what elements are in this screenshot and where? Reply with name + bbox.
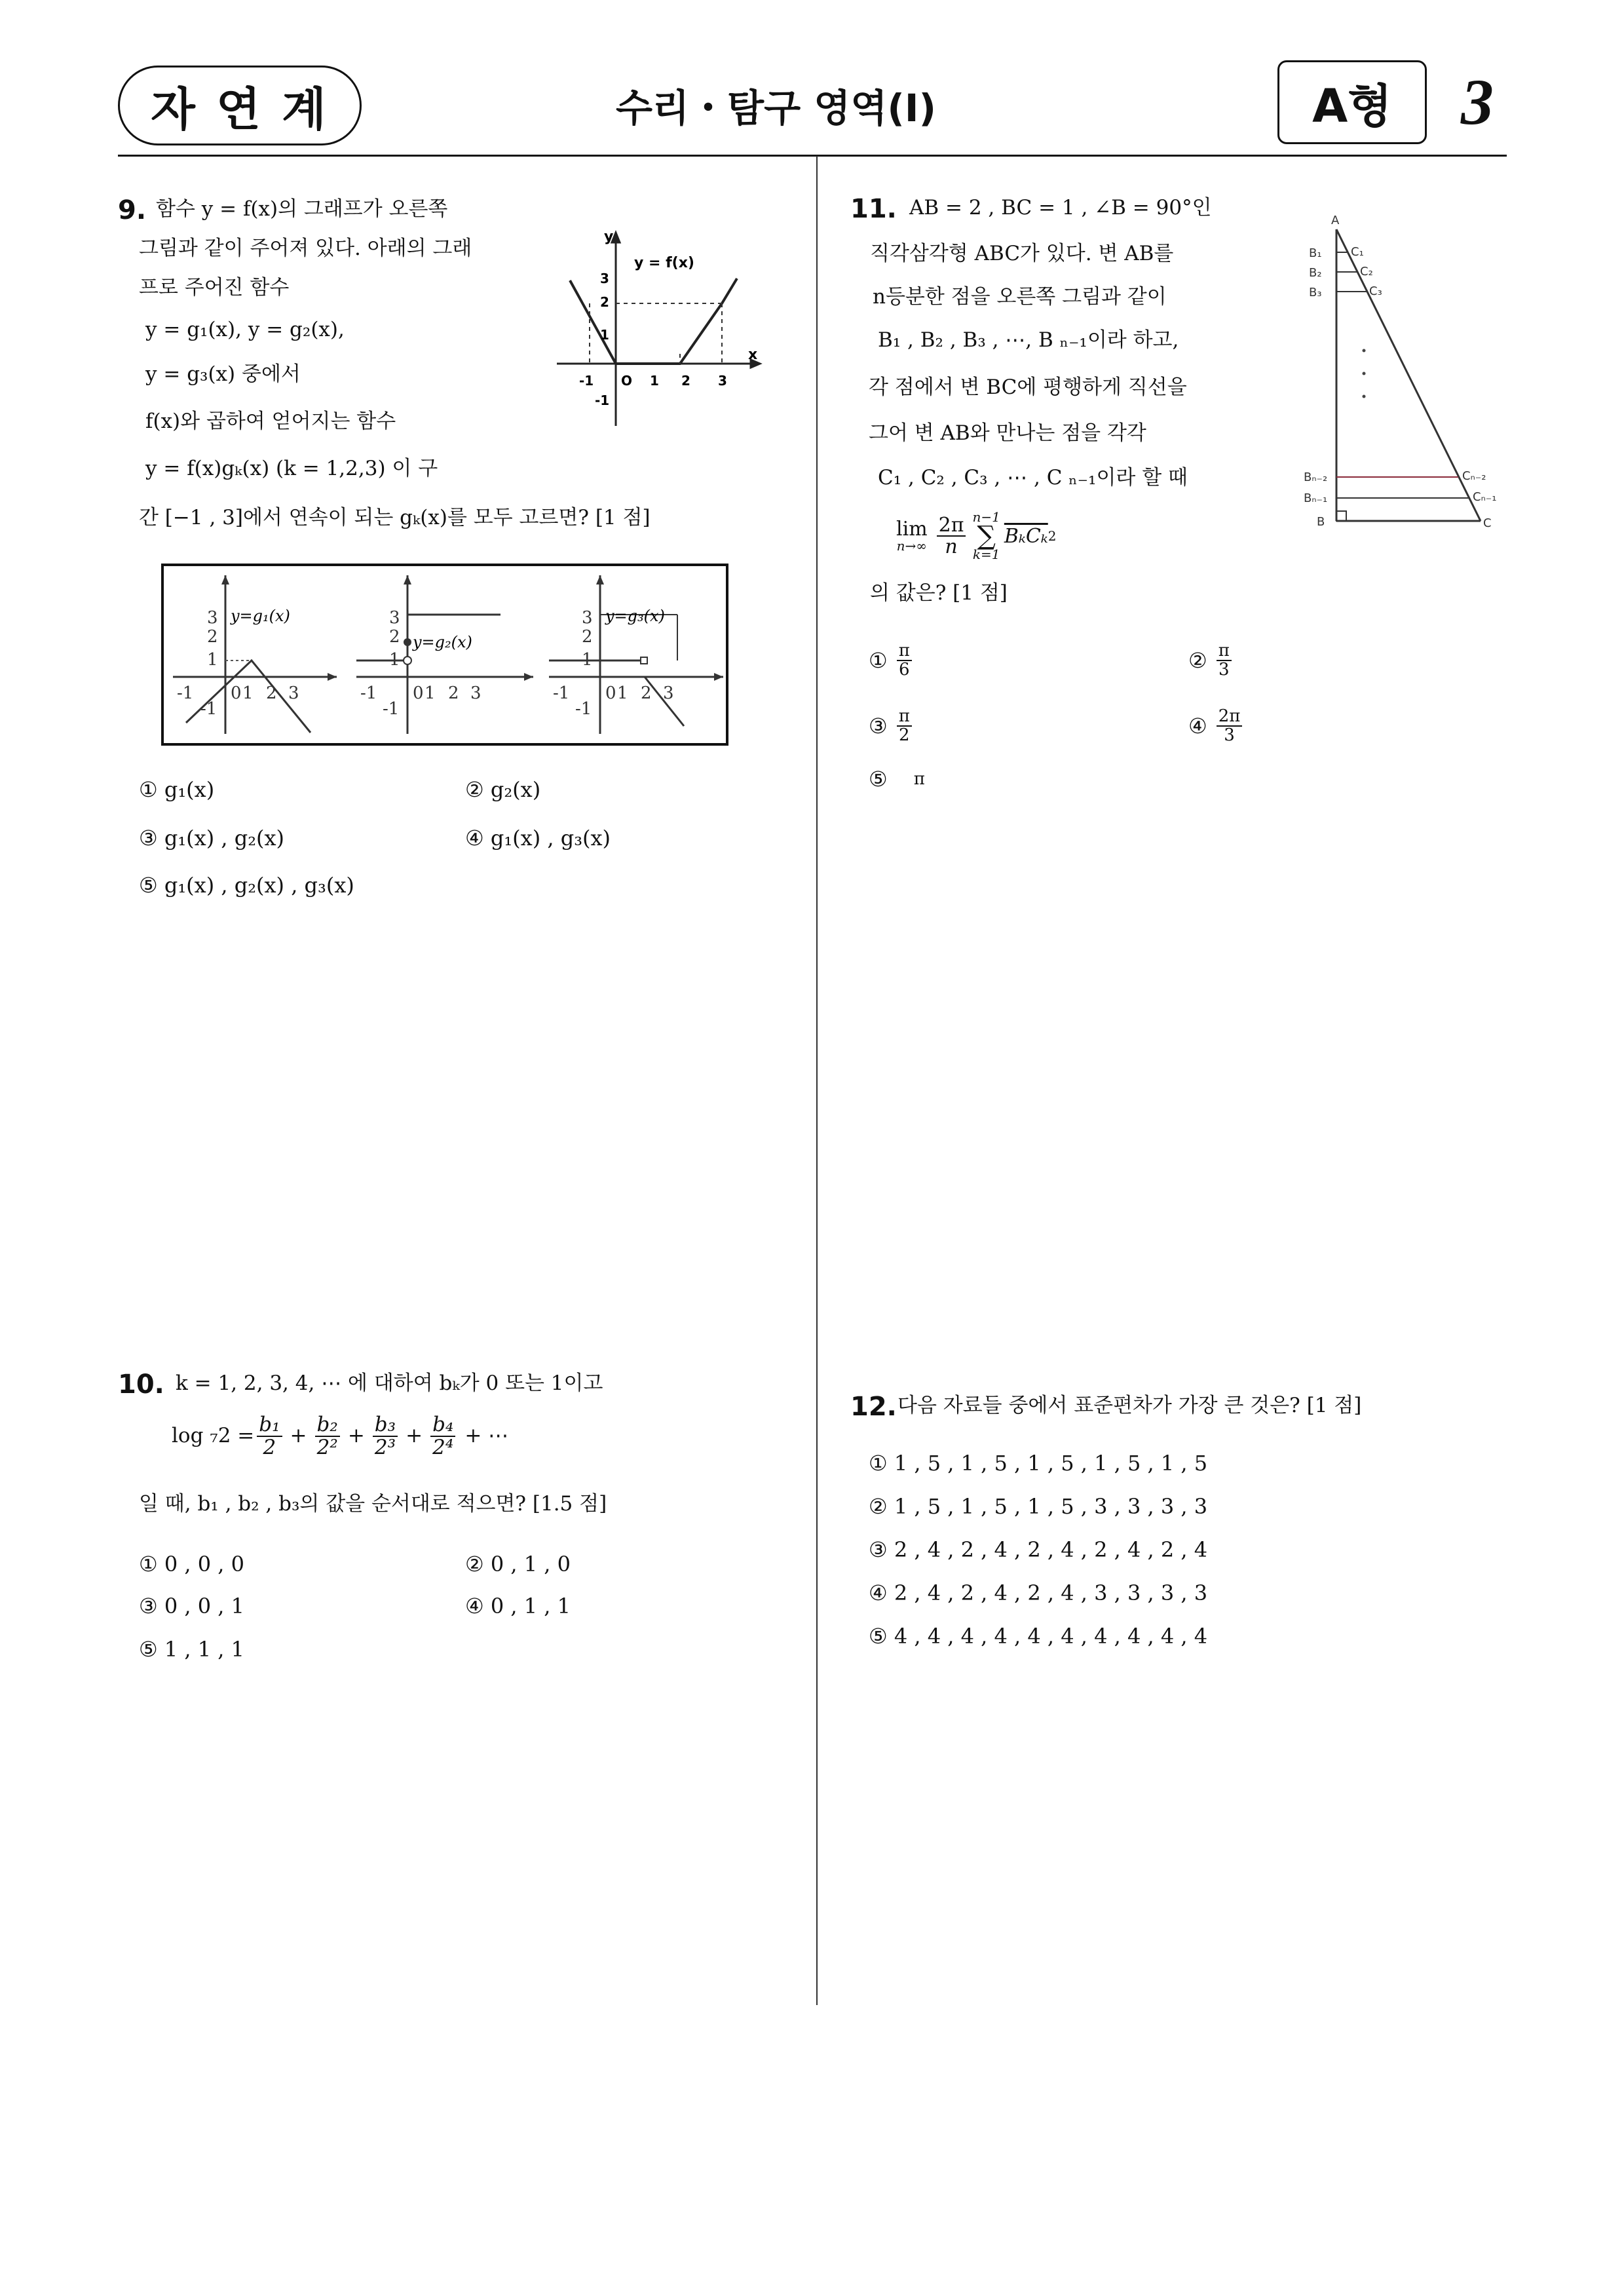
svg-text:B₁: B₁ <box>1309 246 1322 260</box>
header-track: 자 연 계 <box>151 82 329 136</box>
q12-choice-5[interactable]: ⑤ 4 , 4 , 4 , 4 , 4 , 4 , 4 , 4 , 4 , 4 <box>869 1624 1208 1649</box>
svg-text:Cₙ₋₂: Cₙ₋₂ <box>1462 469 1486 483</box>
q9-line-7: y = f(x)gₖ(x) (k = 1,2,3) 이 구 <box>145 457 438 480</box>
svg-text:3: 3 <box>582 608 593 628</box>
svg-text:C₂: C₂ <box>1360 265 1373 278</box>
svg-text:3: 3 <box>470 683 482 703</box>
column-divider <box>816 156 818 2005</box>
header-track-badge <box>118 66 362 145</box>
fx-tick-y: 3 <box>600 271 609 286</box>
svg-text:2: 2 <box>207 627 218 647</box>
svg-text:1: 1 <box>207 650 218 670</box>
q12-text: 다음 자료들 중에서 표준편차가 가장 큰 것은? [1 점] <box>897 1394 1362 1417</box>
fx-tick-y: 2 <box>600 294 609 310</box>
svg-text:C₃: C₃ <box>1369 284 1382 298</box>
svg-text:A: A <box>1331 214 1340 227</box>
q11-line-2: 직각삼각형 ABC가 있다. 변 AB를 <box>870 242 1174 265</box>
svg-text:0: 0 <box>605 683 616 703</box>
form-badge <box>1277 60 1427 144</box>
svg-text:-1: -1 <box>575 699 592 719</box>
form-label: A형 <box>1312 79 1392 133</box>
svg-text:1: 1 <box>242 683 254 703</box>
fx-tick-x: 2 <box>681 373 690 389</box>
q11-lim: lim <box>896 518 928 541</box>
q12-choice-2[interactable]: ② 1 , 5 , 1 , 5 , 1 , 5 , 3 , 3 , 3 , 3 <box>869 1494 1208 1519</box>
svg-text:2: 2 <box>641 683 652 703</box>
q10-line-3: 일 때, b₁ , b₂ , b₃의 값을 순서대로 적으면? [1.5 점] <box>139 1492 607 1516</box>
q11-lim-sub: n→∞ <box>896 538 927 554</box>
q11-line-6: 그어 변 AB와 만나는 점을 각각 <box>869 421 1146 445</box>
svg-text:3: 3 <box>207 608 218 628</box>
svg-text:-1: -1 <box>200 699 217 719</box>
svg-text:-1: -1 <box>360 683 377 703</box>
svg-text:C: C <box>1483 516 1492 530</box>
q9-line-5: y = g₃(x) 중에서 <box>145 362 301 386</box>
q10-choice-5[interactable]: ⑤ 1 , 1 , 1 <box>139 1637 244 1662</box>
fx-tick-x: 1 <box>650 373 659 389</box>
fx-axis-y: y <box>604 229 614 245</box>
fx-tick-y: -1 <box>595 392 610 408</box>
q10-line-1: k = 1, 2, 3, 4, ⋯ 에 대하여 bₖ가 0 또는 1이고 <box>176 1371 603 1395</box>
q11-choice-3[interactable]: ③ $\frac{\pi}{2}$ <box>869 708 915 745</box>
svg-text:-1: -1 <box>553 683 570 703</box>
q10-number: 10. <box>118 1369 164 1400</box>
q9-line-4: y = g₁(x), y = g₂(x), <box>145 318 345 341</box>
svg-text:-1: -1 <box>383 699 400 719</box>
q9-line-6: f(x)와 곱하여 얻어지는 함수 <box>145 410 396 433</box>
fx-tick-y: 1 <box>600 327 609 343</box>
q10-choice-3[interactable]: ③ 0 , 0 , 1 <box>139 1594 244 1618</box>
svg-text:B: B <box>1317 515 1325 529</box>
svg-text:-1: -1 <box>177 683 194 703</box>
svg-text:2: 2 <box>266 683 277 703</box>
q9-line-1: 함수 y = f(x)의 그래프가 오른쪽 <box>156 197 448 221</box>
q11-triangle-figure <box>1304 210 1513 550</box>
q9-choice-1[interactable]: ① g₁(x) <box>139 777 215 802</box>
fx-label: y = f(x) <box>634 255 694 271</box>
q11-line-3: n등분한 점을 오른쪽 그림과 같이 <box>873 285 1167 309</box>
g2-label: y=g₂(x) <box>413 633 472 651</box>
q9-g-panels <box>160 562 730 747</box>
q11-number: 11. <box>850 194 897 224</box>
svg-text:3: 3 <box>663 683 674 703</box>
q11-choice-5[interactable]: ⑤ π <box>869 767 925 792</box>
page-title: 수리・탐구 영역(Ⅰ) <box>616 86 936 130</box>
svg-text:2: 2 <box>582 627 593 647</box>
q9-choice-2[interactable]: ② g₂(x) <box>465 777 541 802</box>
q9-line-8: 간 [−1 , 3]에서 연속이 되는 gₖ(x)를 모두 고르면? [1 점] <box>139 506 651 529</box>
svg-text:1: 1 <box>582 650 593 670</box>
q10-choice-2[interactable]: ② 0 , 1 , 0 <box>465 1552 571 1577</box>
fx-tick-x: 3 <box>718 373 727 389</box>
svg-text:0: 0 <box>231 683 242 703</box>
page-number: 3 <box>1461 66 1494 138</box>
svg-text:3: 3 <box>288 683 299 703</box>
q10-eq-tail: + ⋯ <box>464 1424 509 1448</box>
q9-line-3: 프로 주어진 함수 <box>139 276 290 299</box>
q10-equation: log ₇2 = $\frac{\text{b₁}}{2}$ + $\frac{\text{b₂}}{\text{2²}}$ + $\frac{\text{b₃}}{\text{2³}}$ + $\frac{\text{b₄}}{\text{2⁴}}$ + ⋯ <box>172 1413 509 1459</box>
svg-text:Bₙ₋₁: Bₙ₋₁ <box>1304 491 1328 505</box>
svg-text:1: 1 <box>425 683 436 703</box>
fx-axis-x: x <box>748 347 758 363</box>
q10-choice-4[interactable]: ④ 0 , 1 , 1 <box>465 1594 571 1618</box>
g3-label: y=g₃(x) <box>605 607 665 625</box>
svg-text:Bₙ₋₂: Bₙ₋₂ <box>1304 470 1328 484</box>
svg-text:B₂: B₂ <box>1309 266 1322 280</box>
q12-choice-1[interactable]: ① 1 , 5 , 1 , 5 , 1 , 5 , 1 , 5 , 1 , 5 <box>869 1451 1208 1476</box>
q11-line-5: 각 점에서 변 BC에 평행하게 직선을 <box>869 375 1187 399</box>
q12-choice-3[interactable]: ③ 2 , 4 , 2 , 4 , 2 , 4 , 2 , 4 , 2 , 4 <box>869 1537 1208 1562</box>
q11-sum-top: n−1 <box>972 509 1000 525</box>
fx-tick-x: O <box>621 373 633 389</box>
q10-choice-1[interactable]: ① 0 , 0 , 0 <box>139 1552 244 1577</box>
q11-line-4: B₁ , B₂ , B₃ , ⋯, B ₙ₋₁이라 하고, <box>878 328 1179 352</box>
q11-choice-1[interactable]: ① $\frac{\pi}{6}$ <box>869 642 915 679</box>
g1-label: y=g₁(x) <box>231 607 290 625</box>
q11-sum-power: 2 <box>1048 528 1057 544</box>
svg-text:2: 2 <box>448 683 459 703</box>
svg-text:C₁: C₁ <box>1351 245 1364 259</box>
q11-choice-4[interactable]: ④ $\frac{2\pi}{3}$ <box>1188 708 1245 745</box>
q11-line-1: AB = 2 , BC = 1 , ∠B = 90°인 <box>909 196 1212 220</box>
svg-text:Cₙ₋₁: Cₙ₋₁ <box>1473 490 1497 504</box>
q9-fx-graph <box>550 223 766 432</box>
q9-choice-5[interactable]: ⑤ g₁(x) , g₂(x) , g₃(x) <box>139 873 354 898</box>
q9-line-2: 그림과 같이 주어져 있다. 아래의 그래 <box>139 237 472 260</box>
q11-limit-expression: lim n→∞ $\frac{2\pi}{n}$ n−1 ∑ k=1 BₖCₖ 2 <box>896 509 1057 562</box>
q9-choice-3[interactable]: ③ g₁(x) , g₂(x) <box>139 826 285 851</box>
svg-text:B₃: B₃ <box>1309 286 1322 299</box>
header-rule <box>118 155 1507 157</box>
q11-choice-2[interactable]: ② $\frac{\pi}{3}$ <box>1188 642 1234 679</box>
fx-curve <box>570 278 737 364</box>
q10-eq-lhs: log ₇2 = <box>172 1424 255 1448</box>
q11-sum-bottom: k=1 <box>972 546 1000 562</box>
q12-choice-4[interactable]: ④ 2 , 4 , 2 , 4 , 2 , 4 , 3 , 3 , 3 , 3 <box>869 1580 1208 1605</box>
q11-line-7: C₁ , C₂ , C₃ , ⋯ , C ₙ₋₁이라 할 때 <box>878 466 1188 489</box>
q12-number: 12. <box>850 1392 897 1422</box>
svg-text:1: 1 <box>389 650 400 670</box>
q9-number: 9. <box>118 195 147 225</box>
q9-choice-4[interactable]: ④ g₁(x) , g₃(x) <box>465 826 611 851</box>
svg-text:3: 3 <box>389 608 400 628</box>
q11-tail: 의 값은? [1 점] <box>870 581 1008 605</box>
svg-text:1: 1 <box>617 683 628 703</box>
svg-text:2: 2 <box>389 627 400 647</box>
fx-tick-x: -1 <box>579 373 594 389</box>
q11-sum-symbol: ∑ <box>977 521 996 551</box>
svg-text:0: 0 <box>413 683 424 703</box>
q11-sum-term: BₖCₖ <box>1004 524 1048 548</box>
